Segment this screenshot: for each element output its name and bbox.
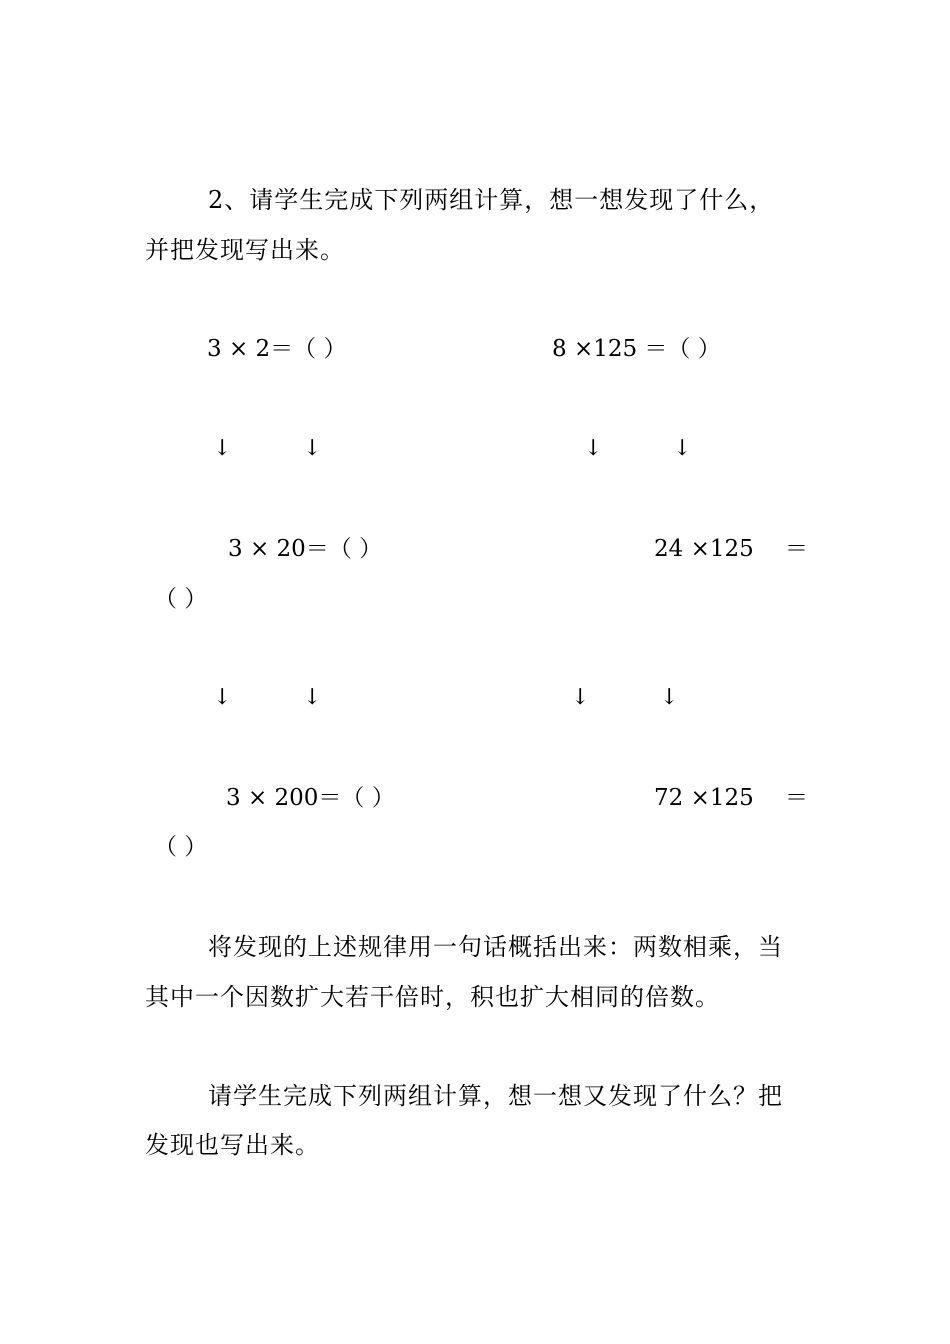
group1-row1: 3 × 2＝（ ） <box>207 336 347 362</box>
next-task-line-1: 请学生完成下列两组计算，想一想又发现了什么？把 <box>208 1082 783 1110</box>
down-arrow-icon: ↓ <box>660 685 679 710</box>
down-arrow-icon: ↓ <box>213 685 232 710</box>
down-arrow-icon: ↓ <box>303 436 322 461</box>
group2-row2-expression: 24 ×125 <box>654 536 754 562</box>
group1-row3: 3 × 200＝（ ） <box>226 785 395 811</box>
intro-line-1: 2、请学生完成下列两组计算，想一想发现了什么， <box>208 186 775 214</box>
group2-row3-expression: 72 ×125 <box>654 785 754 811</box>
group2-row2-equals: ＝ <box>785 536 808 562</box>
down-arrow-icon: ↓ <box>213 436 232 461</box>
group2-row3-answer: （ ） <box>154 834 208 860</box>
intro-line-2: 并把发现写出来。 <box>145 236 345 264</box>
conclusion-line-2: 其中一个因数扩大若干倍时，积也扩大相同的倍数。 <box>145 983 720 1011</box>
group1-row2: 3 × 20＝（ ） <box>228 536 383 562</box>
down-arrow-icon: ↓ <box>673 436 692 461</box>
down-arrow-icon: ↓ <box>303 685 322 710</box>
group2-row1: 8 ×125 ＝（ ） <box>552 336 721 362</box>
down-arrow-icon: ↓ <box>571 685 590 710</box>
group2-row2-answer: （ ） <box>154 586 208 612</box>
group2-row3-equals: ＝ <box>785 785 808 811</box>
next-task-line-2: 发现也写出来。 <box>145 1131 320 1159</box>
conclusion-line-1: 将发现的上述规律用一句话概括出来：两数相乘，当 <box>208 933 783 961</box>
down-arrow-icon: ↓ <box>584 436 603 461</box>
